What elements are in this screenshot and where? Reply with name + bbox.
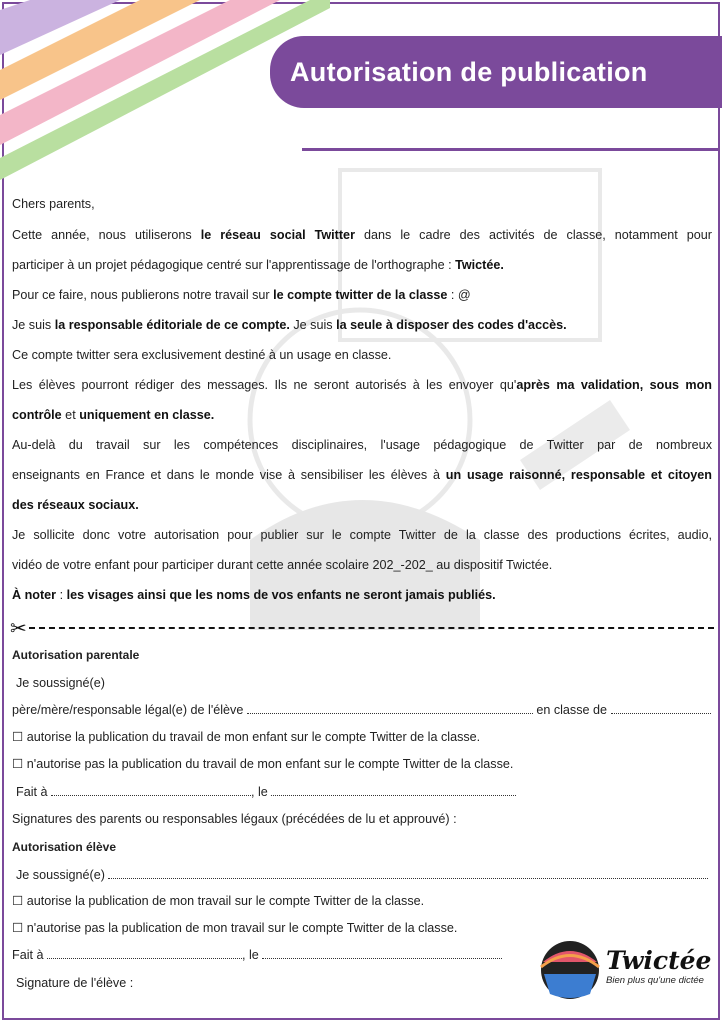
student-signature-label: Signature de l'élève : [16,976,134,990]
student-heading: Autorisation élève [12,840,117,854]
student-name-field[interactable] [247,703,533,714]
page-title: Autorisation de publication [290,56,648,87]
twictee-logo [538,936,718,1000]
paragraph-1-line-1: Cette année, nous utiliserons le réseau social Twitter dans le cadre des activités de classe, notamment pour [12,228,712,242]
paragraph-7-line-1: Je sollicite donc votre autorisation pour publier sur le compte Twitter de la classe des productions écrites, audio, [12,528,712,542]
parental-option-refuse[interactable]: ☐ n'autorise pas la publication du travail de mon enfant sur le compte Twitter de la classe. [12,757,514,771]
class-field[interactable] [611,703,711,714]
paragraph-2: Pour ce faire, nous publierons notre travail sur le compte twitter de la classe : @ [12,288,471,302]
paragraph-6-line-2: enseignants en France et dans le monde vise à sensibiliser les élèves à un usage raisonné, responsable et citoyen [12,468,712,482]
greeting: Chers parents, [12,197,95,211]
paragraph-5-line-2: contrôle et uniquement en classe. [12,408,215,422]
student-place-date-line: Fait à , le [12,948,712,963]
student-date-field[interactable] [262,948,502,959]
student-option-authorize[interactable]: ☐ autorise la publication de mon travail sur le compte Twitter de la classe. [12,894,425,908]
svg-text:Bien plus qu'une dictée: Bien plus qu'une dictée [606,975,704,986]
student-soussigne-line: Je soussigné(e) [16,868,716,883]
parental-relation-line: père/mère/responsable légal(e) de l'élève en classe de [12,703,712,718]
parental-option-authorize[interactable]: ☐ autorise la publication du travail de mon enfant sur le compte Twitter de la classe. [12,730,481,744]
dashed-separator [29,627,714,629]
paragraph-7-line-2: vidéo de votre enfant pour participer durant cette année scolaire 202_-202_ au dispositif Twictée. [12,558,553,572]
paragraph-6-line-3: des réseaux sociaux. [12,498,139,512]
parental-place-date-line: Fait à , le [16,785,716,800]
paragraph-4: Ce compte twitter sera exclusivement destiné à un usage en classe. [12,348,392,362]
parental-heading: Autorisation parentale [12,648,140,662]
parental-soussigne: Je soussigné(e) [16,676,105,690]
paragraph-3: Je suis la responsable éditoriale de ce compte. Je suis la seule à disposer des codes d'accès. [12,318,567,332]
paragraph-5-line-1: Les élèves pourront rédiger des messages. Ils ne seront autorisés à les envoyer qu'après ma validation, sous mon [12,378,712,392]
parental-date-field[interactable] [271,785,516,796]
paragraph-8-note: À noter : les visages ainsi que les noms de vos enfants ne seront jamais publiés. [12,588,496,602]
student-option-refuse[interactable]: ☐ n'autorise pas la publication de mon travail sur le compte Twitter de la classe. [12,921,458,935]
title-underline [302,148,720,151]
parental-place-field[interactable] [51,785,251,796]
title-banner [270,36,722,108]
cut-line [10,617,714,639]
parental-signatures-label: Signatures des parents ou responsables légaux (précédées de lu et approuvé) : [12,812,457,826]
paragraph-6-line-1: Au-delà du travail sur les compétences disciplinaires, l'usage pédagogique de Twitter par de nombreux [12,438,712,452]
scissors-icon: ✂ [10,617,27,640]
svg-text:Twictée: Twictée [606,946,712,975]
student-soussigne-field[interactable] [108,868,708,879]
paragraph-1-line-2: participer à un projet pédagogique centré sur l'apprentissage de l'orthographe : Twictée. [12,258,504,272]
student-place-field[interactable] [47,948,242,959]
